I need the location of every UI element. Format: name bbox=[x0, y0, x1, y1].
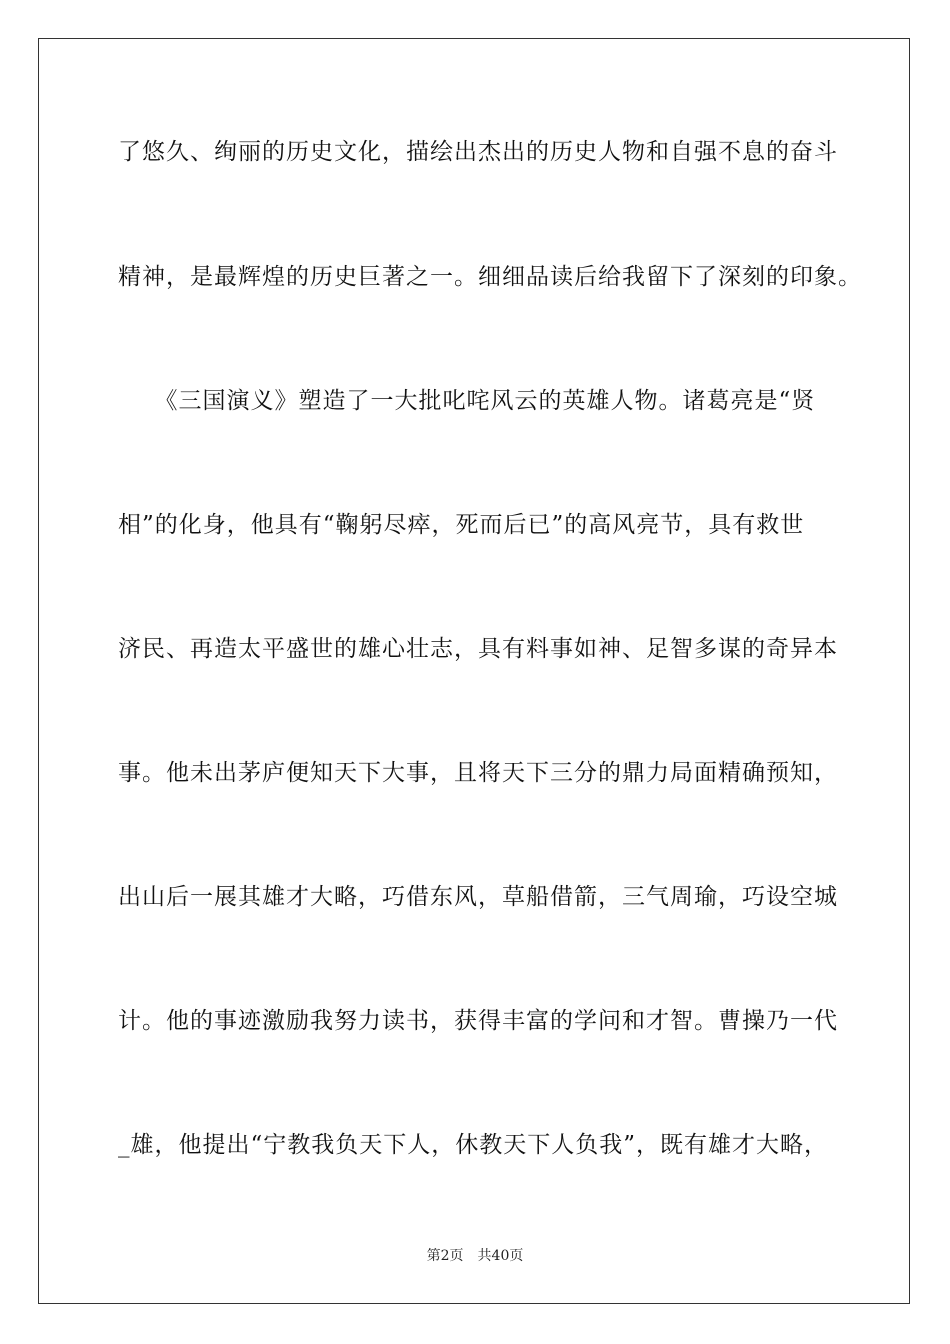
body-text-line: 《三国演义》塑造了一大批叱咤风云的英雄人物。诸葛亮是“贤 bbox=[118, 388, 816, 414]
body-text-line: 相”的化身，他具有“鞠躬尽瘁，死而后已”的高风亮节，具有救世 bbox=[118, 512, 805, 538]
body-text-line: 出山后一展其雄才大略，巧借东风，草船借箭，三气周瑜，巧设空城 bbox=[118, 884, 838, 910]
body-text-line: 济民、再造太平盛世的雄心壮志，具有料事如神、足智多谋的奇异本 bbox=[118, 636, 838, 662]
page-number: 第2页 bbox=[426, 1248, 464, 1264]
page-frame bbox=[38, 38, 910, 1304]
body-text-line: 精神，是最辉煌的历史巨著之一。细细品读后给我留下了深刻的印象。 bbox=[118, 264, 862, 290]
body-text-line: _雄，他提出“宁教我负天下人，休教天下人负我”，既有雄才大略， bbox=[118, 1132, 829, 1158]
body-text-line: 事。他未出茅庐便知天下大事，且将天下三分的鼎力局面精确预知， bbox=[118, 760, 838, 786]
body-text-line: 计。他的事迹激励我努力读书，获得丰富的学问和才智。曹操乃一代 bbox=[118, 1008, 838, 1034]
body-text-line: 了悠久、绚丽的历史文化，描绘出杰出的历史人物和自强不息的奋斗 bbox=[118, 139, 838, 165]
page-total: 共40页 bbox=[477, 1248, 524, 1264]
page-footer bbox=[0, 1246, 950, 1266]
